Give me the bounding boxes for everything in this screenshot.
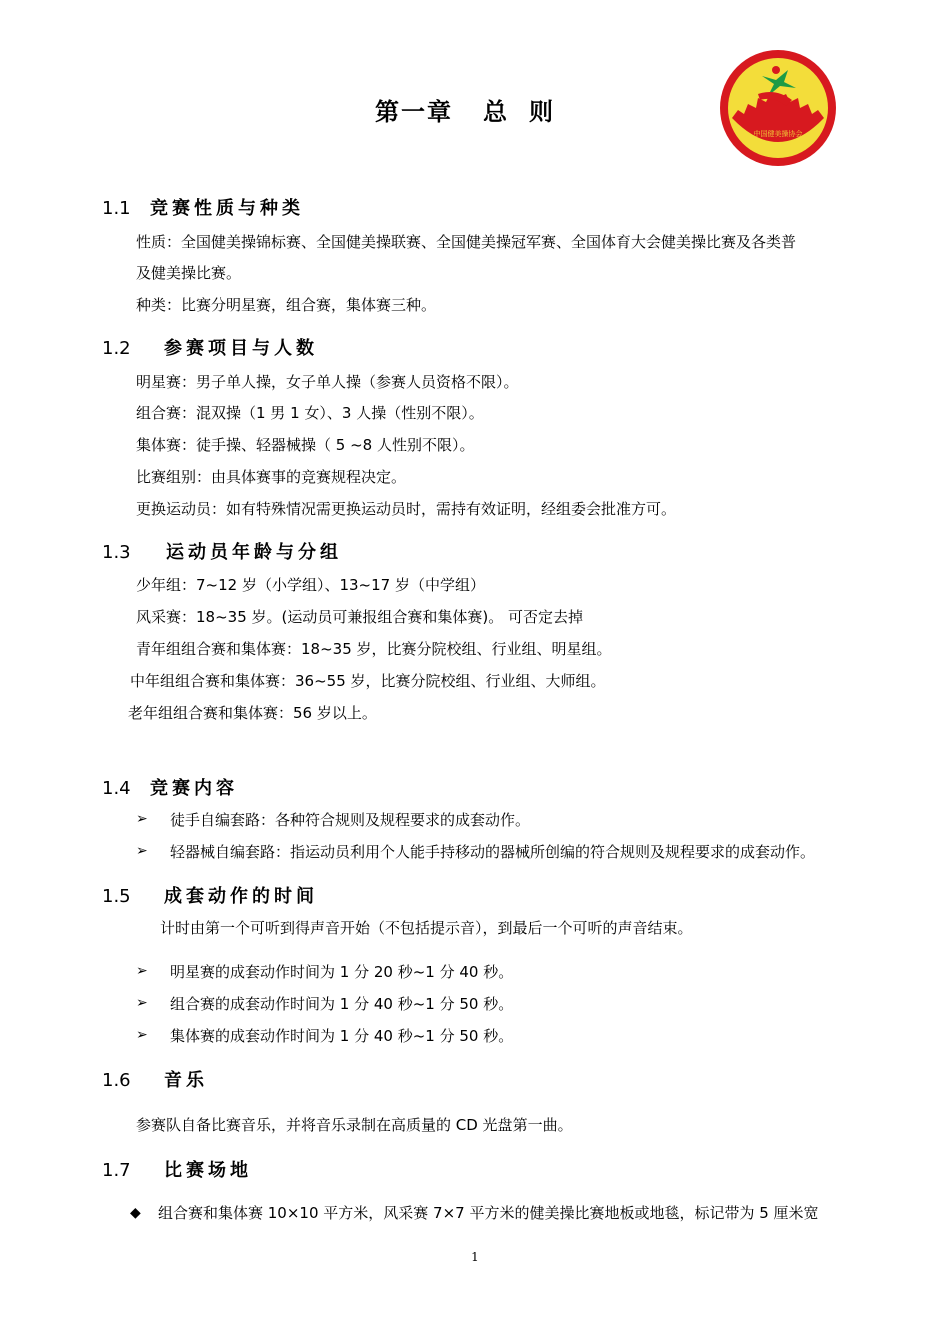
section-number: 1.5 [102,886,131,907]
section-number: 1.7 [102,1160,131,1181]
section-heading-1-2 [102,334,318,360]
section-heading-1-7 [102,1156,252,1182]
svg-text:CAA: CAA [770,141,786,149]
paragraph: 组合赛和集体赛 10×10 平方米，风采赛 7×7 平方米的健美操比赛地板或地毯，标记带为 5 厘米宽 [158,1204,819,1222]
arrow-bullet-icon: ➢ [136,963,148,979]
list-item: 明星赛的成套动作时间为 1 分 20 秒~1 分 40 秒。 [170,963,514,981]
list-item: 组合赛的成套动作时间为 1 分 40 秒~1 分 50 秒。 [170,995,514,1013]
page-number: 1 [471,1250,479,1264]
chapter-name: 总则 [483,98,575,126]
paragraph: 更换运动员：如有特殊情况需更换运动员时，需持有效证明，经组委会批准方可。 [136,500,677,518]
section-heading-1-3 [102,538,342,564]
section-heading-1-6 [102,1066,208,1092]
paragraph: 老年组组合赛和集体赛：56 岁以上。 [128,704,377,722]
list-item: 徒手自编套路：各种符合规则及规程要求的成套动作。 [170,811,531,829]
section-number: 1.6 [102,1070,131,1091]
paragraph: 集体赛：徒手操、轻器械操（ 5 ~8 人性别不限）。 [136,436,475,454]
section-title: 成套动作的时间 [164,886,318,907]
list-item: 集体赛的成套动作时间为 1 分 40 秒~1 分 50 秒。 [170,1027,514,1045]
section-heading-1-4 [102,774,238,800]
paragraph: 及健美操比赛。 [136,264,242,282]
diamond-bullet-icon: ◆ [130,1205,141,1221]
paragraph: 种类：比赛分明星赛，组合赛，集体赛三种。 [136,296,437,314]
paragraph: 组合赛：混双操（1 男 1 女）、3 人操（性别不限）。 [136,404,484,422]
section-title: 运动员年龄与分组 [166,542,342,563]
paragraph: 青年组组合赛和集体赛：18~35 岁，比赛分院校组、行业组、明星组。 [136,640,612,658]
paragraph: 中年组组合赛和集体赛：36~55 岁，比赛分院校组、行业组、大师组。 [130,672,606,690]
paragraph: 少年组：7~12 岁（小学组）、13~17 岁（中学组） [136,576,485,594]
section-title: 竞赛性质与种类 [150,198,304,219]
arrow-bullet-icon: ➢ [136,1027,148,1043]
paragraph: 性质：全国健美操锦标赛、全国健美操联赛、全国健美操冠军赛、全国体育大会健美操比赛及各类普 [136,233,797,251]
chapter-number: 第一章 [375,98,453,126]
section-number: 1.1 [102,198,131,219]
section-heading-1-5 [102,882,318,908]
paragraph: 参赛队自备比赛音乐，并将音乐录制在高质量的 CD 光盘第一曲。 [136,1116,573,1134]
section-title: 比赛场地 [164,1160,252,1181]
section-number: 1.4 [102,778,131,799]
svg-text:中国健美操协会: 中国健美操协会 [753,130,803,138]
caa-logo-icon [718,48,838,168]
list-item: 轻器械自编套路：指运动员利用个人能手持移动的器械所创编的符合规则及规程要求的成套动作。 [170,843,816,861]
paragraph: 比赛组别：由具体赛事的竞赛规程决定。 [136,468,407,486]
section-title: 参赛项目与人数 [164,338,318,359]
arrow-bullet-icon: ➢ [136,995,148,1011]
section-number: 1.2 [102,338,131,359]
section-number: 1.3 [102,542,131,563]
section-heading-1-1 [102,194,304,220]
section-title: 音乐 [164,1070,208,1091]
paragraph: 计时由第一个可听到得声音开始（不包括提示音），到最后一个可听的声音结束。 [160,919,693,937]
arrow-bullet-icon: ➢ [136,811,148,827]
paragraph: 明星赛：男子单人操，女子单人操（参赛人员资格不限）。 [136,373,519,391]
paragraph: 风采赛：18~35 岁。(运动员可兼报组合赛和集体赛)。 可否定去掉 [136,608,583,626]
arrow-bullet-icon: ➢ [136,843,148,859]
section-title: 竞赛内容 [150,778,238,799]
